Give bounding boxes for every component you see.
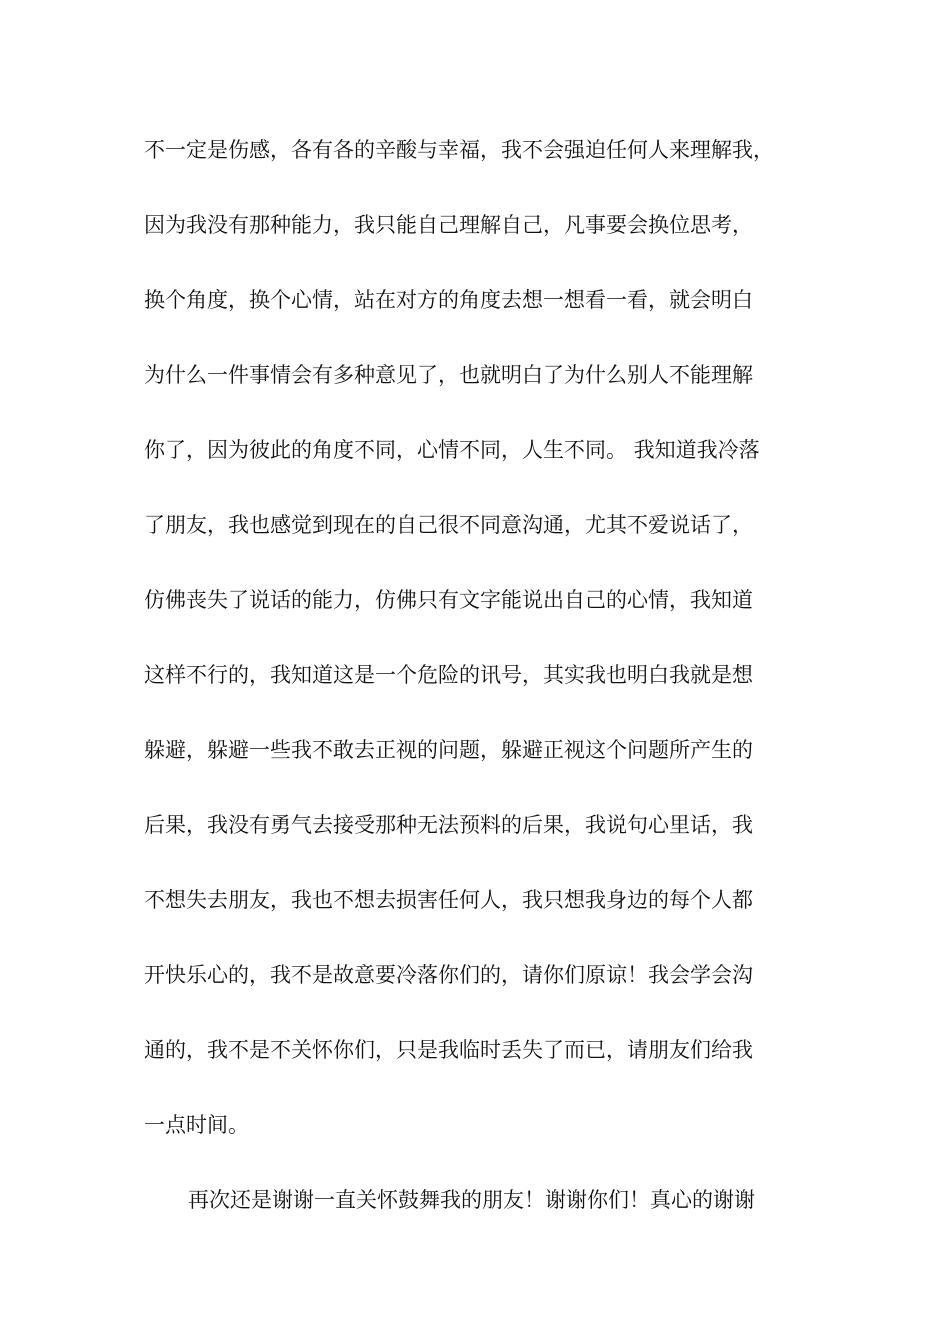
text-line: 这样不行的，我知道这是一个危险的讯号，其实我也明白我就是想: [144, 663, 753, 687]
text-line: 因为我没有那种能力，我只能自己理解自己，凡事要会换位思考，: [144, 213, 753, 237]
text-line: 通的，我不是不关怀你们，只是我临时丢失了而已，请朋友们给我: [144, 1038, 753, 1062]
text-line: 躲避，躲避一些我不敢去正视的问题，躲避正视这个问题所产生的: [144, 738, 753, 762]
document-body: [144, 128, 834, 1253]
text-line: 一点时间。: [144, 1113, 249, 1137]
text-line: 你了，因为彼此的角度不同，心情不同，人生不同。 我知道我冷落: [144, 438, 760, 462]
text-line: 后果，我没有勇气去接受那种无法预料的后果，我说句心里话，我: [144, 813, 753, 837]
text-line: 了朋友，我也感觉到现在的自己很不同意沟通，尤其不爱说话了，: [144, 513, 753, 537]
text-line: 开快乐心的，我不是故意要冷落你们的，请你们原谅！我会学会沟: [144, 963, 753, 987]
paragraph-start-line: 再次还是谢谢一直关怀鼓舞我的朋友！谢谢你们！真心的谢谢: [188, 1188, 755, 1212]
text-line: 换个角度，换个心情，站在对方的角度去想一想看一看，就会明白: [144, 288, 753, 312]
text-line: 仿佛丧失了说话的能力，仿佛只有文字能说出自己的心情，我知道: [144, 588, 753, 612]
text-line: 为什么一件事情会有多种意见了，也就明白了为什么别人不能理解: [144, 363, 753, 387]
text-line: 不想失去朋友，我也不想去损害任何人，我只想我身边的每个人都: [144, 888, 753, 912]
text-line: 不一定是伤感，各有各的辛酸与幸福，我不会强迫任何人来理解我，: [144, 138, 774, 162]
